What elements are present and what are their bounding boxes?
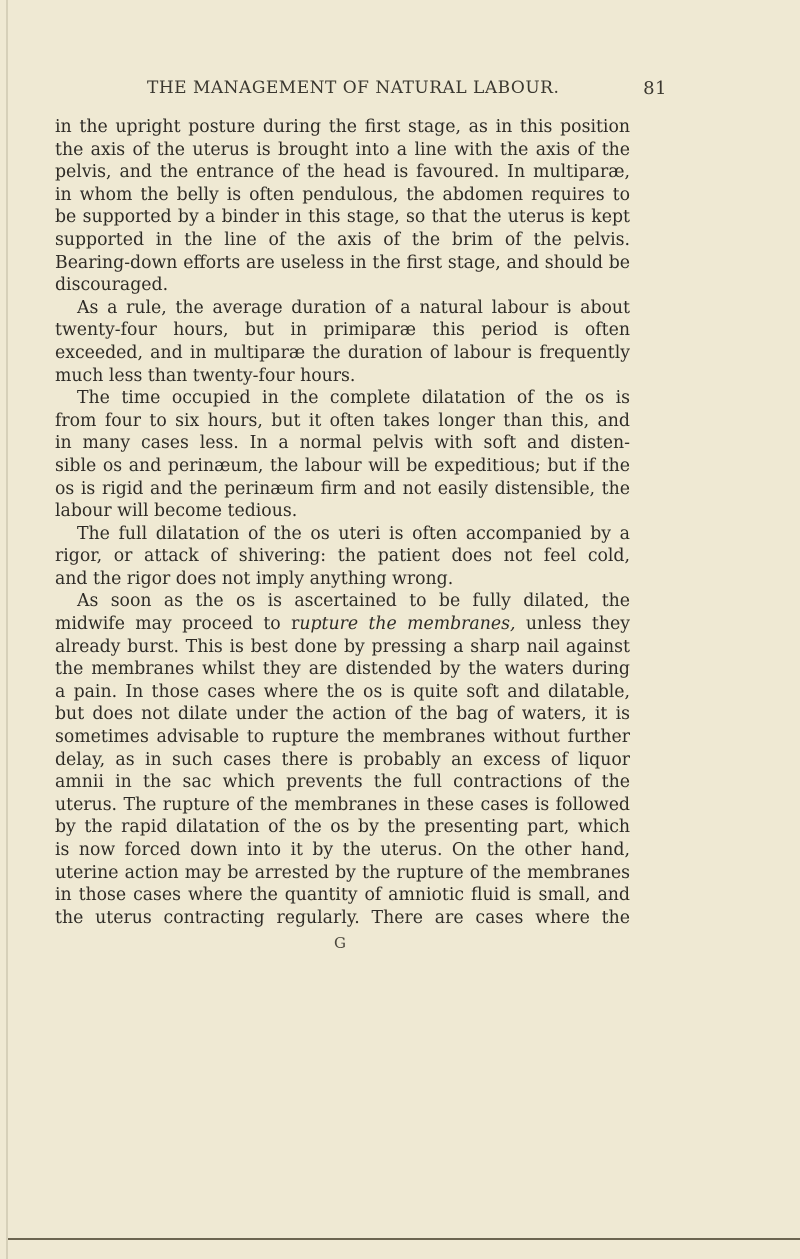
text-line: Bearing-down efforts are useless in the first stage, and should be bbox=[55, 252, 630, 273]
text-line: be supported by a binder in this stage, so that the uterus is kept bbox=[55, 207, 630, 228]
running-title: THE MANAGEMENT OF NATURAL LABOUR. bbox=[147, 78, 560, 98]
text-line: in those cases where the quantity of amniotic fluid is small, and bbox=[55, 885, 630, 906]
text-line: the uterus contracting regularly. There are cases where the bbox=[55, 907, 630, 928]
text-line: labour will become tedious. bbox=[55, 501, 298, 522]
text-line: twenty-four hours, but in primiparæ this period is often bbox=[55, 320, 630, 341]
text-line: sible os and perinæum, the labour will be expeditious; but if the bbox=[55, 455, 630, 476]
text-line: As a rule, the average duration of a natural labour is about bbox=[77, 297, 630, 318]
text-line: supported in the line of the axis of the brim of the pelvis. bbox=[55, 229, 630, 250]
text-line: sometimes advisable to rupture the membranes without further bbox=[55, 727, 630, 748]
text-line: already burst. This is best done by pressing a sharp nail against bbox=[55, 636, 630, 657]
text-line: but does not dilate under the action of the bag of waters, it is bbox=[55, 704, 630, 725]
page-left-edge bbox=[6, 0, 8, 1259]
text-line: discouraged. bbox=[55, 275, 169, 296]
text-line: in many cases less. In a normal pelvis with soft and disten- bbox=[55, 433, 630, 454]
body-text bbox=[55, 116, 630, 929]
text-line: from four to six hours, but it often takes longer than this, and bbox=[55, 410, 630, 431]
text-line: is now forced down into it by the uterus. On the other hand, bbox=[55, 840, 630, 860]
text-line: in the upright posture during the first stage, as in this position bbox=[55, 117, 630, 137]
text-line: much less than twenty-four hours. bbox=[55, 365, 356, 386]
text-line: exceeded, and in multiparæ the duration of labour is frequently bbox=[55, 342, 630, 363]
page-number: 81 bbox=[643, 78, 667, 99]
signature-mark: G bbox=[334, 933, 347, 952]
text-line: rigor, or attack of shivering: the patient does not feel cold, bbox=[55, 546, 630, 567]
text-line: os is rigid and the perinæum firm and not easily distensible, the bbox=[55, 478, 630, 499]
text-line: in whom the belly is often pendulous, the abdomen requires to bbox=[55, 184, 630, 205]
text-line: uterus. The rupture of the membranes in these cases is followed bbox=[55, 794, 630, 815]
text-line: the membranes whilst they are distended by the waters during bbox=[55, 659, 630, 680]
text-line: amnii in the sac which prevents the full contractions of the bbox=[55, 772, 630, 793]
text-line: a pain. In those cases where the os is quite soft and dilatable, bbox=[55, 681, 630, 702]
page-bottom-edge bbox=[8, 1238, 800, 1240]
running-header bbox=[147, 78, 667, 102]
text-line: the axis of the uterus is brought into a line with the axis of the bbox=[55, 139, 630, 160]
text-line: by the rapid dilatation of the os by the presenting part, which bbox=[55, 817, 630, 838]
text-line: The time occupied in the complete dilatation of the os is bbox=[77, 388, 630, 409]
text-line: As soon as the os is ascertained to be fully dilated, the bbox=[77, 591, 630, 612]
text-line: midwife may proceed to rupture the membranes, unless they bbox=[55, 614, 630, 635]
text-line: pelvis, and the entrance of the head is favoured. In multiparæ, bbox=[55, 162, 630, 183]
text-line: The full dilatation of the os uteri is often accompanied by a bbox=[77, 523, 630, 544]
text-line: delay, as in such cases there is probably an excess of liquor bbox=[55, 749, 630, 770]
text-line: uterine action may be arrested by the rupture of the membranes bbox=[55, 862, 630, 883]
text-line: and the rigor does not imply anything wrong. bbox=[55, 568, 454, 589]
